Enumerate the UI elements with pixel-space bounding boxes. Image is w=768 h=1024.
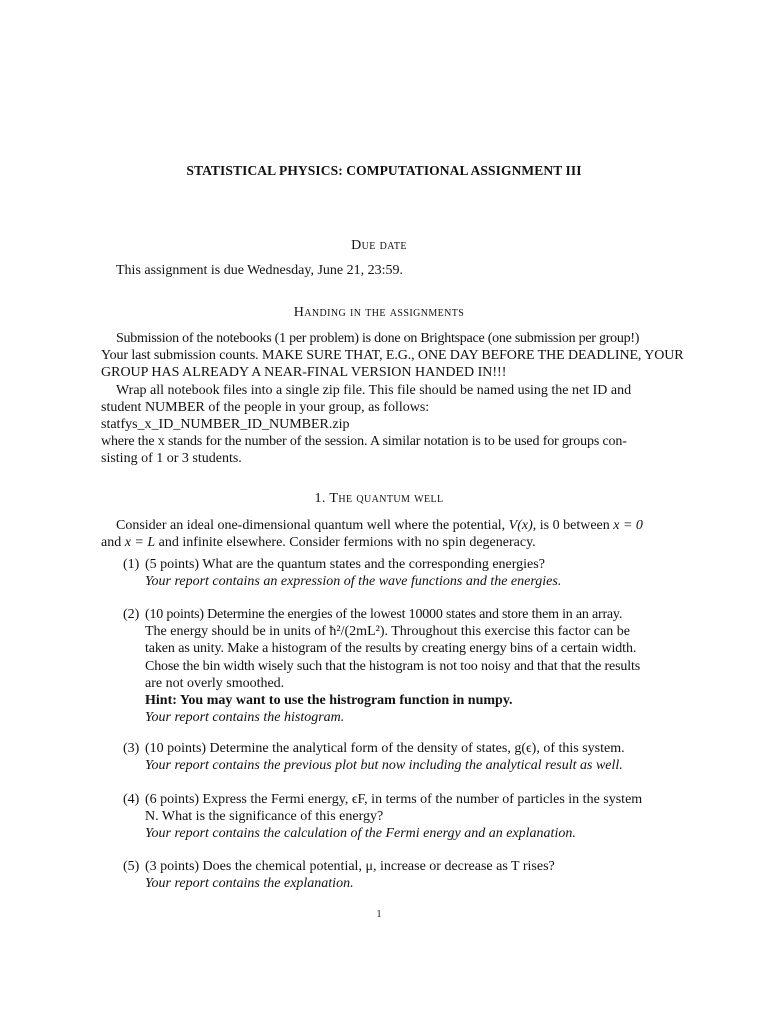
section-quantum-well-heading: 1. The quantum well — [314, 491, 444, 506]
question-text: (10 points) Determine the analytical form of the density of states, g(ϵ), of this system. — [145, 741, 625, 756]
question-number: (1) — [123, 557, 140, 572]
due-date-sentence: This assignment is due Wednesday, June 21, 23:59. — [116, 263, 404, 278]
intro-line-1: Consider an ideal one-dimensional quantum well where the potential, V(x), is 0 between x = 0 — [116, 518, 643, 533]
question-text: The energy should be in units of ħ²/(2mL²). Throughout this exercise this factor can be — [145, 624, 630, 640]
document-title: STATISTICAL PHYSICS: COMPUTATIONAL ASSIGNMENT III — [186, 163, 582, 178]
report-requirement: Your report contains the histogram. — [145, 710, 345, 726]
due-date-text — [101, 262, 656, 279]
handing-line-7: where the x stands for the number of the session. A similar notation is to be used for groups con- — [101, 434, 627, 450]
handing-line-6: statfys_x_ID_NUMBER_ID_NUMBER.zip — [101, 417, 350, 433]
due-date-heading: Due date — [351, 238, 407, 253]
intro-line-2: and x = L and infinite elsewhere. Consider fermions with no spin degeneracy. — [101, 535, 536, 551]
report-requirement: Your report contains the previous plot but now including the analytical result as well. — [145, 758, 623, 774]
handing-line-8: sisting of 1 or 3 students. — [101, 451, 242, 467]
question-text: (10 points) Determine the energies of the lowest 10000 states and store them in an array. — [145, 607, 623, 622]
handing-in-text — [101, 330, 684, 468]
report-requirement: Your report contains the calculation of the Fermi energy and an explanation. — [145, 826, 576, 842]
handing-in-heading: Handing in the assignments — [293, 305, 465, 320]
question-text: (5 points) What are the quantum states and the corresponding energies? — [145, 557, 545, 572]
handing-line-2: Your last submission counts. MAKE SURE THAT, E.G., ONE DAY BEFORE THE DEADLINE, YOUR — [101, 348, 684, 364]
hint-text: Hint: You may want to use the histrogram function in numpy. — [145, 693, 513, 709]
question-text: taken as unity. Make a histogram of the results by creating energy bins of a certain width. — [145, 641, 637, 657]
report-requirement: Your report contains an expression of the wave functions and the energies. — [145, 574, 562, 590]
handing-line-1: Submission of the notebooks (1 per problem) is done on Brightspace (one submission per group!) — [116, 331, 640, 346]
handing-line-3: GROUP HAS ALREADY A NEAR-FINAL VERSION HANDED IN!!! — [101, 365, 507, 381]
report-requirement: Your report contains the explanation. — [145, 876, 354, 892]
question-text: N. What is the significance of this energy? — [145, 809, 384, 825]
question-text: Chose the bin width wisely such that the histogram is not too noisy and that that the results — [145, 658, 641, 674]
handing-line-4: Wrap all notebook files into a single zip file. This file should be named using the net ID and — [116, 382, 632, 398]
question-text: (6 points) Express the Fermi energy, ϵF, in terms of the number of particles in the system — [145, 792, 643, 807]
question-number: (2) — [123, 607, 140, 622]
handing-line-5: student NUMBER of the people in your group, as follows: — [101, 399, 430, 415]
question-text: (3 points) Does the chemical potential, μ, increase or decrease as T rises? — [145, 859, 555, 874]
question-text: are not overly smoothed. — [145, 675, 285, 691]
question-number: (5) — [123, 859, 140, 874]
question-number: (4) — [123, 792, 140, 807]
section-intro — [101, 517, 656, 551]
question-number: (3) — [123, 741, 140, 756]
page-number: 1 — [376, 909, 382, 920]
